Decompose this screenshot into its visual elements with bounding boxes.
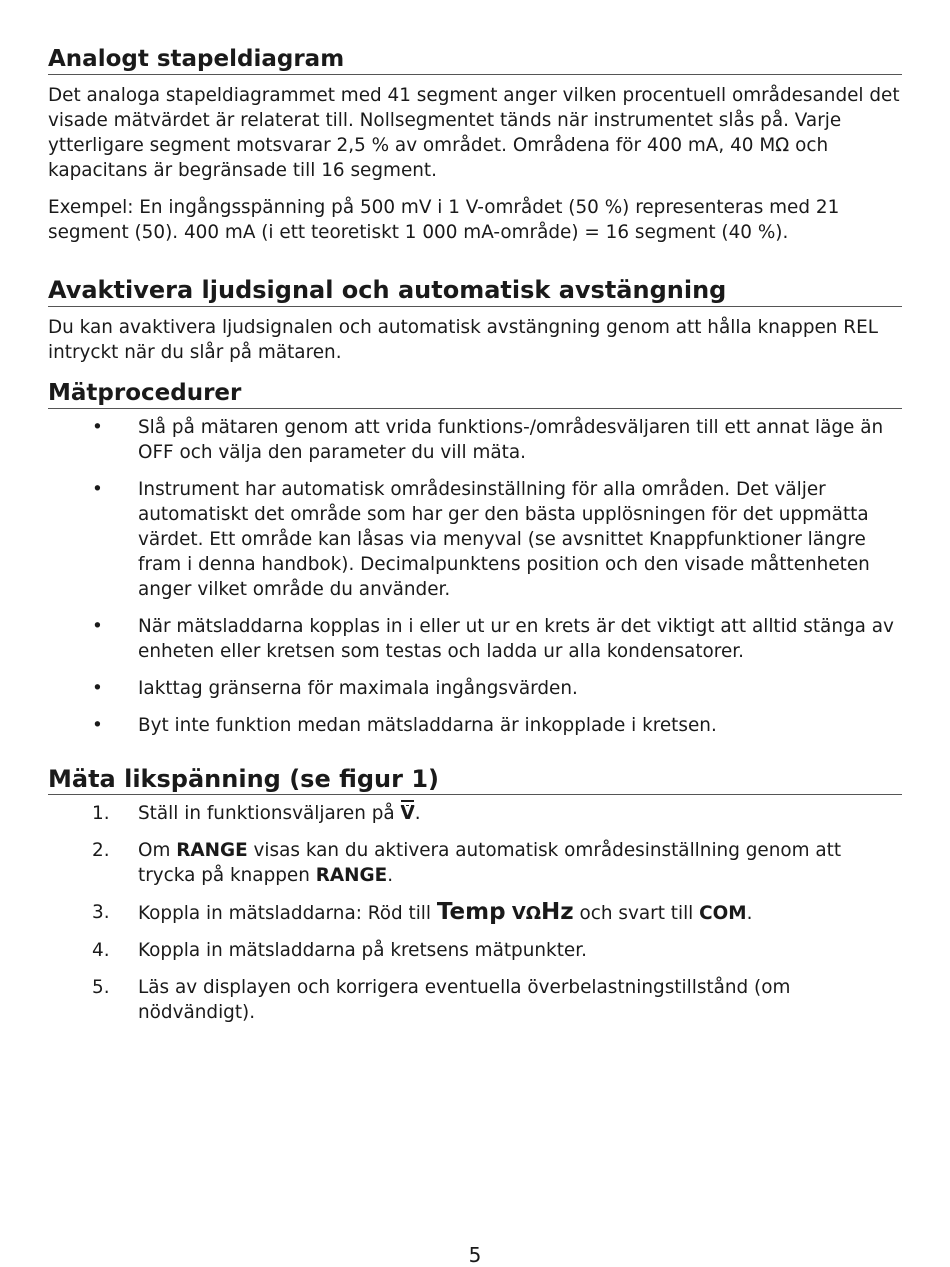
bullet-marker: • — [92, 714, 103, 736]
list-item — [48, 713, 902, 738]
disable-beeper-description: Du kan avaktivera ljudsignalen och automatisk avstängning genom att hålla knappen REL intryckt när du slår på mätaren. — [48, 316, 878, 363]
list-item — [48, 415, 902, 465]
dc-voltage-symbol-icon: V — [400, 801, 414, 826]
list-item-text: Slå på mätaren genom att vrida funktions-/områdesväljaren till ett annat läge än OFF och välja den parameter du vill mäta. — [138, 416, 884, 463]
step-number: 3. — [92, 902, 110, 924]
procedures-list — [48, 415, 902, 738]
bar-graph-example: Exempel: En ingångsspänning på 500 mV i 1 V-området (50 %) representeras med 21 segment (50). 400 mA (i ett teoretiskt 1 000 mA-område) = 16 segment (40 %). — [48, 197, 840, 244]
step-item — [48, 975, 902, 1025]
step-text: Läs av displayen och korrigera eventuella överbelastningstillstånd (om nödvändigt). — [138, 977, 791, 1024]
step-item: 2. Om RANGE visas kan du aktivera automatisk områdesinställning genom att trycka på knappen RANGE. — [92, 840, 842, 887]
step-text: Ställ in funktionsväljaren på — [138, 803, 401, 825]
list-item-text: Instrument har automatisk områdesinställning för alla områden. Det väljer automatiskt det område som har ger den bästa upplösningen för det uppmätta värdet. Ett område kan låsas via menyval (se avsnittet Knappfunktioner längre fram i denna handbok). Decimalpunktens position och den visade måttenheten anger vilket område du använder. — [138, 478, 870, 600]
bullet-marker: • — [92, 478, 103, 500]
heading-measure-dc-voltage: Mäta likspänning (se figur 1) — [48, 766, 902, 795]
dc-voltage-steps — [48, 801, 902, 1025]
step-item: 3. Koppla in mätsladdarna: Röd till Temp VΩHz och svart till COM. — [92, 899, 753, 926]
step-number: 2. — [92, 840, 110, 862]
bar-graph-description: Det analoga stapeldiagrammet med 41 segment anger vilken procentuell områdesandel det visade mätvärdet är relaterat till. Nollsegmentet tänds när instrumentet slås på. Varje ytterligare segment motsvarar 2,5 % av området. Områdena för 400 mA, 40 MΩ och kapacitans är begränsade till 16 segment. — [48, 85, 900, 182]
terminal-label-hz: Hz — [541, 899, 574, 926]
page-number: 5 — [468, 1243, 482, 1267]
list-item-text: Iakttag gränserna för maximala ingångsvärden. — [138, 677, 578, 699]
list-item — [48, 676, 902, 701]
bullet-marker: • — [92, 677, 103, 699]
list-item-text: När mätsladdarna kopplas in i eller ut ur en krets är det viktigt att alltid stänga av enheten eller kretsen som testas och ladda ur alla kondensatorer. — [138, 615, 894, 662]
step-text: Koppla in mätsladdarna på kretsens mätpunkter. — [138, 940, 587, 962]
heading-measurement-procedures: Mätprocedurer — [48, 381, 902, 409]
step-number: 4. — [92, 940, 110, 962]
step-item — [48, 938, 902, 963]
list-item — [48, 614, 902, 664]
heading-disable-beeper: Avaktivera ljudsignal och automatisk avstängning — [48, 277, 902, 306]
list-item-text: Byt inte funktion medan mätsladdarna är inkopplade i kretsen. — [138, 714, 717, 736]
document-page — [48, 0, 902, 1037]
step-number: 5. — [92, 977, 110, 999]
step-number: 1. — [92, 803, 110, 825]
bullet-marker: • — [92, 615, 103, 637]
terminal-label-vohm: VΩ — [505, 903, 542, 925]
step-item: 1. Ställ in funktionsväljaren på V. — [48, 801, 902, 826]
com-terminal-label: COM — [699, 903, 747, 925]
range-keyword: RANGE — [315, 865, 388, 887]
list-item — [48, 477, 902, 602]
heading-analog-bar-graph: Analogt stapeldiagram — [48, 47, 902, 75]
terminal-label-temp: Temp — [436, 899, 506, 926]
bullet-marker: • — [92, 416, 103, 438]
range-keyword: RANGE — [176, 840, 248, 862]
